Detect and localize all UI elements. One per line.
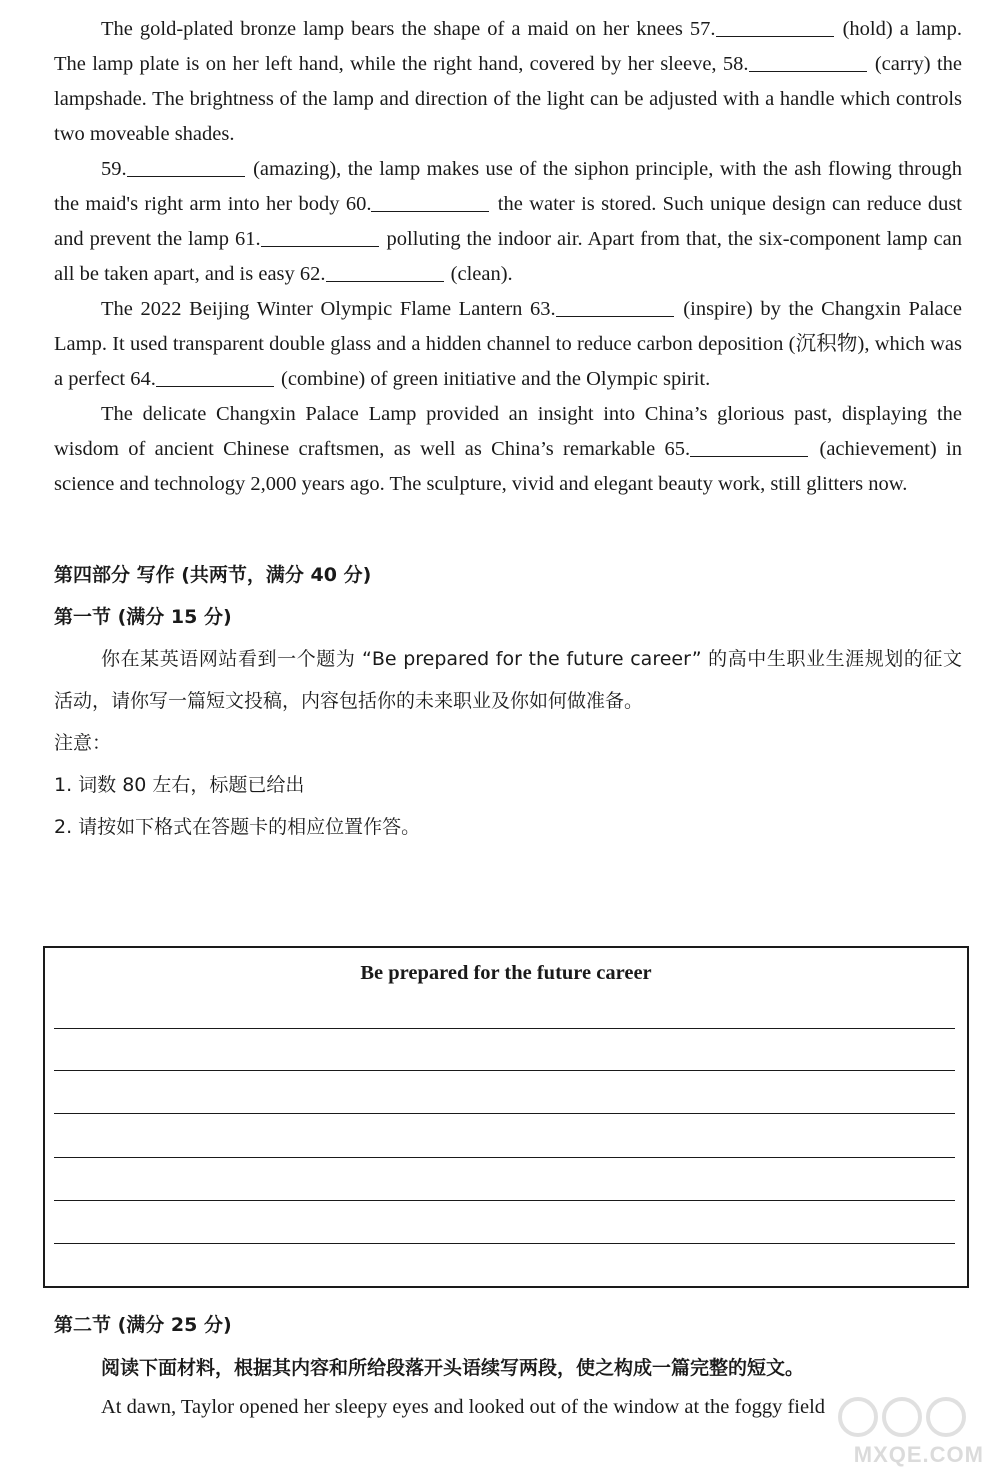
blank-65[interactable]	[690, 436, 808, 457]
blank-57[interactable]	[716, 16, 834, 37]
paragraph-3	[54, 292, 962, 397]
p2-text-1: 59.	[101, 158, 127, 180]
p1-text-1: The gold-plated bronze lamp bears the shape of a maid on her knees 57.	[101, 18, 716, 40]
part-four-title: 第四部分 写作 (共两节，满分 40 分)	[54, 564, 372, 586]
writing-line[interactable]	[54, 1200, 955, 1201]
story-opening: At dawn, Taylor opened her sleepy eyes and looked out of the window at the foggy field	[101, 1396, 826, 1418]
p2-text-5: (clean).	[445, 263, 513, 285]
blank-63[interactable]	[556, 296, 674, 317]
writing-line[interactable]	[54, 1243, 955, 1244]
p3-text-1: The 2022 Beijing Winter Olympic Flame Lantern 63.	[101, 298, 556, 320]
p1-text-3: (carry) the lampshade. The brightness of the lamp and direction of the light can be adjusted with a handle which controls two moveable shades.	[54, 53, 962, 145]
p3-text-3: (combine) of green initiative and the Olympic spirit.	[275, 368, 711, 390]
p2-text-4: polluting the indoor air. Apart from that, the six-component lamp can all be taken apart, and is easy 62.	[54, 228, 962, 285]
writing-line[interactable]	[54, 1113, 955, 1114]
blank-62[interactable]	[326, 261, 444, 282]
site-watermark	[820, 1395, 990, 1470]
p3-text-2: (inspire) by the Changxin Palace Lamp. It used transparent double glass and a hidden channel to reduce carbon deposition (沉积物), which was a perfect 64.	[54, 298, 962, 390]
note-2: 2. 请按如下格式在答题卡的相应位置作答。	[54, 816, 421, 838]
note-1: 1. 词数 80 左右，标题已给出	[54, 774, 305, 796]
blank-58[interactable]	[749, 51, 867, 72]
section-two-title: 第二节 (满分 25 分)	[54, 1314, 232, 1336]
notes-label: 注意：	[54, 732, 112, 754]
spacer	[54, 502, 962, 554]
blank-59[interactable]	[127, 156, 245, 177]
p2-text-3: the water is stored. Such unique design can reduce dust and prevent the lamp 61.	[54, 193, 962, 250]
p1-text-2: (hold) a lamp. The lamp plate is on her left hand, while the right hand, covered by her sleeve, 58.	[54, 18, 962, 75]
blank-61[interactable]	[261, 226, 379, 247]
section-two-prompt: 阅读下面材料，根据其内容和所给段落开头语续写两段，使之构成一篇完整的短文。	[101, 1357, 805, 1379]
writing-line[interactable]	[54, 1157, 955, 1158]
writing-line[interactable]	[54, 1028, 955, 1029]
blank-60[interactable]	[371, 191, 489, 212]
section-one-prompt: 你在某英语网站看到一个题为 “Be prepared for the future career” 的高中生职业生涯规划的征文活动，请你写一篇短文投稿，内容包括你的未来职业及你如何做准备。	[54, 648, 962, 712]
paragraph-2	[54, 152, 962, 292]
watermark-text: MXQE.COM	[853, 1442, 984, 1467]
paragraph-4	[54, 397, 962, 502]
blank-64[interactable]	[156, 366, 274, 387]
p2-text-2: (amazing), the lamp makes use of the siphon principle, with the ash flowing through the maid's right arm into her body 60.	[54, 158, 962, 215]
reading-passage	[54, 12, 962, 848]
answer-box	[43, 946, 969, 1288]
p4-text-1: The delicate Changxin Palace Lamp provided an insight into China’s glorious past, displaying the wisdom of ancient Chinese craftsmen, as well as China’s remarkable 65.	[54, 403, 962, 460]
section-one-title: 第一节 (满分 15 分)	[54, 606, 232, 628]
paragraph-1	[54, 12, 962, 152]
p4-text-2: (achievement) in science and technology 2,000 years ago. The sculpture, vivid and elegant beauty work, still glitters now.	[54, 438, 962, 495]
writing-line[interactable]	[54, 1070, 955, 1071]
answer-box-title: Be prepared for the future career	[360, 962, 652, 984]
